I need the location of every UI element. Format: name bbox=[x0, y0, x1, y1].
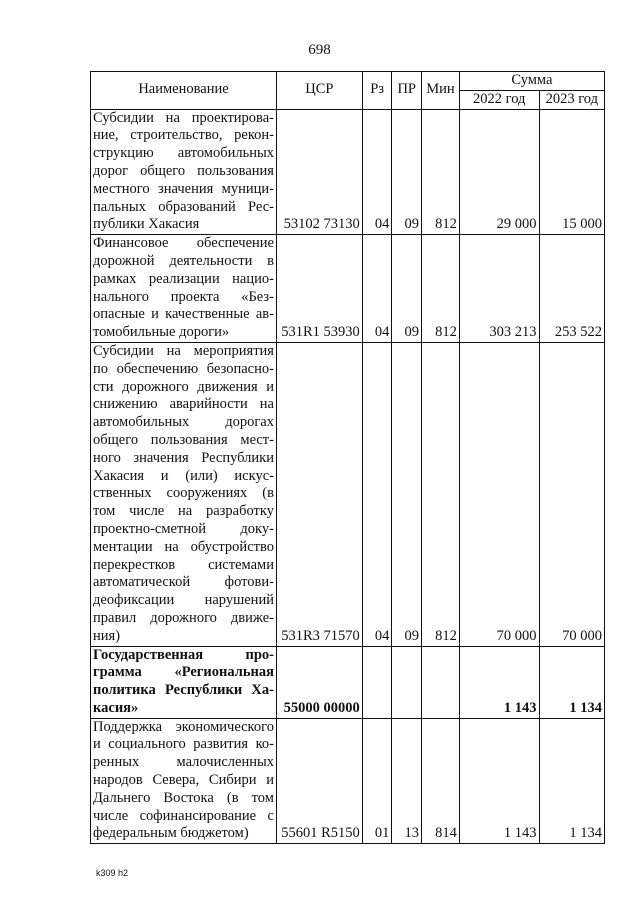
row-csr: 55000 00000 bbox=[276, 646, 362, 718]
row-rz: 04 bbox=[362, 109, 392, 235]
table-header bbox=[91, 72, 605, 110]
row-min: 812 bbox=[422, 235, 460, 343]
row-sum-2022: 1 143 bbox=[459, 646, 539, 718]
row-sum-2023: 15 000 bbox=[539, 109, 604, 235]
row-min: 812 bbox=[422, 342, 460, 646]
row-sum-2022: 303 213 bbox=[459, 235, 539, 343]
row-name: Финансовое обеспечение дорожной деятельности в рамках реализации нацио-нального проекта «Без-опасные и качественные ав-томобильные дороги» bbox=[91, 235, 277, 343]
header-sum: Сумма bbox=[459, 72, 604, 91]
table-row bbox=[91, 235, 605, 343]
row-name: Субсидии на проектирова-ние, строительство, рекон-струкцию автомобильных дорог общего пользования местного значения муници-пальных образований Рес-публики Хакасия bbox=[91, 109, 277, 235]
row-sum-2023: 1 134 bbox=[539, 646, 604, 718]
header-min: Мин bbox=[422, 72, 460, 110]
row-pr: 09 bbox=[392, 342, 422, 646]
budget-table bbox=[90, 71, 605, 844]
row-csr: 53102 73130 bbox=[276, 109, 362, 235]
row-pr: 09 bbox=[392, 109, 422, 235]
row-csr: 531R3 71570 bbox=[276, 342, 362, 646]
header-csr: ЦСР bbox=[276, 72, 362, 110]
row-pr bbox=[392, 646, 422, 718]
row-sum-2023: 1 134 bbox=[539, 718, 604, 844]
row-sum-2022: 1 143 bbox=[459, 718, 539, 844]
row-min bbox=[422, 646, 460, 718]
table-row bbox=[91, 109, 605, 235]
row-name: Поддержка экономического и социального развития ко-ренных малочисленных народов Севера, Сибири и Дальнего Востока (в том числе софинансирование с федеральным бюджетом) bbox=[91, 718, 277, 844]
row-min: 814 bbox=[422, 718, 460, 844]
row-sum-2023: 70 000 bbox=[539, 342, 604, 646]
row-rz: 04 bbox=[362, 235, 392, 343]
row-name: Государственная про-грамма «Региональная политика Республики Ха-касия» bbox=[91, 646, 277, 718]
header-name: Наименование bbox=[91, 72, 277, 110]
table-row-program bbox=[91, 646, 605, 718]
header-pr: ПР bbox=[392, 72, 422, 110]
row-sum-2023: 253 522 bbox=[539, 235, 604, 343]
row-sum-2022: 29 000 bbox=[459, 109, 539, 235]
table-row bbox=[91, 718, 605, 844]
row-min: 812 bbox=[422, 109, 460, 235]
row-pr: 09 bbox=[392, 235, 422, 343]
table-body bbox=[91, 109, 605, 844]
row-rz: 01 bbox=[362, 718, 392, 844]
row-sum-2022: 70 000 bbox=[459, 342, 539, 646]
page-number: 698 bbox=[308, 42, 331, 58]
row-rz: 04 bbox=[362, 342, 392, 646]
table-row bbox=[91, 342, 605, 646]
row-name: Субсидии на мероприятия по обеспечению безопасно-сти дорожного движения и снижению аварийности на автомобильных дорогах общего пользования мест-ного значения Республики Хакасия и (или) искус-ственных сооружениях (в том числе на разработку проектно-сметной доку-ментации на обустройство перекрестков системами автоматической фотови-деофиксации нарушений правил дорожного движе-ния) bbox=[91, 342, 277, 646]
row-pr: 13 bbox=[392, 718, 422, 844]
header-year-2023: 2023 год bbox=[539, 90, 604, 109]
row-rz bbox=[362, 646, 392, 718]
row-csr: 55601 R5150 bbox=[276, 718, 362, 844]
header-rz: Рз bbox=[362, 72, 392, 110]
header-year-2022: 2022 год bbox=[459, 90, 539, 109]
footer-document-code: k309 h2 bbox=[96, 868, 129, 878]
row-csr: 531R1 53930 bbox=[276, 235, 362, 343]
